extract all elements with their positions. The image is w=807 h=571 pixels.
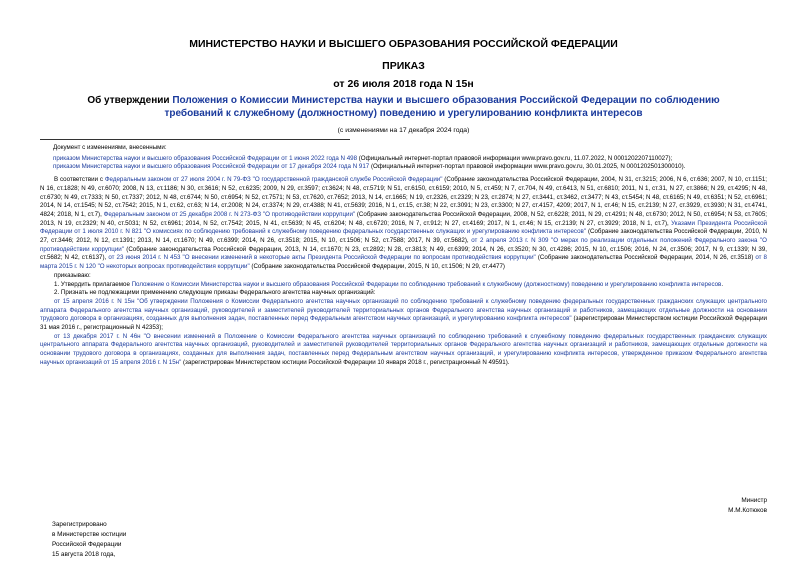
decree-link-120[interactable]: от 8 марта 2015 г. N 120 "О некоторых вопросах противодействия коррупции" bbox=[40, 254, 768, 271]
preamble-text: (Собрание законодательства Российской Федерации, 2010, N 27, ст.3446; 2012, N 12, ст.1391; 2013, N 14, ст.1670; N 49, ст.6399; 2014, N 26, ст.3518; 2015, N 10, ст.1506; N 52, ст.7588; 2017, N 39, ст.5682), bbox=[40, 228, 767, 245]
subject-link[interactable]: Положения о Комиссии Министерства науки и высшего образования Российской Федерации по соблюдению требований к служебному (должностному) поведению и урегулированию конфликта интересов bbox=[164, 95, 720, 119]
document-body bbox=[40, 144, 767, 368]
decree-link-309[interactable]: от 2 апреля 2013 г. N 309 "О мерах по реализации отдельных положений Федерального закона "О противодействии коррупции" bbox=[40, 237, 767, 253]
item-1-link[interactable]: Положение о Комиссии Министерства науки и высшего образования Российской Федерации по соблюдению требований к служебному (должностному) поведению и урегулированию конфликта интересов bbox=[131, 280, 722, 288]
law-link-273fz[interactable]: Федеральным законом от 25 декабря 2008 г. N 273-ФЗ "О противодействии коррупции" bbox=[103, 210, 356, 218]
document-subject bbox=[60, 95, 747, 120]
decree-link-821[interactable]: Указами Президента Российской Федерации от 1 июля 2010 г. N 821 "О комиссиях по соблюдению требований к служебному поведению федеральных государственных служащих и урегулированию конфликта интересов" bbox=[40, 219, 767, 236]
law-link-79fz[interactable]: Федеральным законом от 27 июля 2004 г. N 79-ФЗ "О государственной гражданской службе Российской Федерации" bbox=[104, 176, 443, 184]
preamble-text: (Собрание законодательства Российской Федерации, 2004, N 31, ст.3215; 2006, N 6, ст.636; 2007, N 10, ст.1151; N 16, ст.1828; N 49, ст.6070; 2008, N 13, ст.1186; N 30, ст.3616; N 52, ст.6235; 2009, N 29, ст.3597; ст.3624; N 48, ст.5719; N 51, ст.6150, ст.6159; 2010, N 5, ст.459; N 7, ст.704, N 49, ст.6413, N 51, ст.6810; 2011, N 1, ст.31, N 27, ст.3866; N 29, ст.4295; N 48, ст.6730; N 49, ст.7333; N 50, ст.7337; 2012, N 48, ст.6744; N 50, ст.6954; N 52, ст.7571; N 53, ст.7620, ст.7652; 2013, N 14, ст.1665; N 19, ст.2326, ст.2329; N 23, ст.2874; N 27, ст.3441, ст.3462, ст.3477; N 43, ст.5454; N 48, ст.6165; N 49, ст.6351; N 52, ст.6961; 2014, N 14, ст.1545; N 52, ст.7542; 2015, N 1, ст.62, ст.63; N 14, ст.2008; N 24, ст.3374; N 29, ст.4388; N 41, ст.5639; 2016, N 1, ст.15, ст.38; N 22, ст.3091; N 23, ст.3300; N 27, ст.4157, 4209; 2017, N 1, ст.46; N 15, ст.2139; N 27, ст.3929, ст.3930; N 31, ст.4741, 4824; 2018, N 1, ст.7), bbox=[40, 176, 768, 218]
decree-link-453[interactable]: от 23 июня 2014 г. N 453 "О внесении изменений в некоторые акты Президента Российской Федерации по вопросам противодействия коррупции" bbox=[108, 254, 536, 262]
preamble bbox=[40, 176, 767, 272]
divider bbox=[40, 139, 350, 140]
signer-title: Министр bbox=[741, 497, 767, 504]
subject-prefix: Об утверждении bbox=[87, 95, 173, 106]
item-2: 2. Признать не подлежащими применению следующие приказы Федерального агентства научных организаций: bbox=[54, 289, 376, 297]
registration-line: Российской Федерации bbox=[52, 541, 122, 548]
registration-line: Зарегистрировано bbox=[52, 521, 107, 528]
item-2a-text: (зарегистрирован Министерством юстиции Российской Федерации 31 мая 2016 г., регистрационный N 42353); bbox=[40, 315, 767, 332]
amendment-text-1: (Официальный интернет-портал правовой информации www.pravo.gov.ru, 11.07.2022, N 0001202207110027); bbox=[357, 154, 673, 162]
registration-line: в Министерстве юстиции bbox=[52, 531, 127, 538]
amendments-heading: Документ с изменениями, внесенными: bbox=[53, 144, 167, 151]
item-2b bbox=[40, 333, 767, 368]
item-1-text: . bbox=[721, 280, 724, 288]
signer-name: М.М.Котюков bbox=[728, 506, 767, 514]
item-2a bbox=[40, 298, 767, 333]
document-type: ПРИКАЗ bbox=[382, 60, 425, 72]
order-link-15n[interactable]: от 15 апреля 2016 г. N 15н "Об утверждении Положения о Комиссии Федерального агентства научных организаций по соблюдению требований к служебному поведению федеральных государственных гражданских служащих центрального аппарата Федерального агентства научных организаций, руководителей и заместителей руководителей территориальных органов Федерального агентства научных организаций и работников, замещающих отдельные должности на основании трудового договора в организациях, созданных для выполнения задач, поставленных перед Федеральным агентством научных организаций, и урегулированию конфликта интересов" bbox=[40, 297, 767, 323]
amendment-text-2: (Официальный интернет-портал правовой информации www.pravo.gov.ru, 30.01.2025, N 0001202501300010). bbox=[369, 163, 686, 171]
item-1 bbox=[40, 281, 767, 290]
amendment-link-2[interactable]: приказом Министерства науки и высшего образования Российской Федерации от 17 декабря 2024 года N 917 bbox=[53, 163, 370, 171]
preamble-text: (Собрание законодательства Российской Федерации, 2008, N 52, ст.6228; 2011, N 29, ст.4291; N 48, ст.6730; 2012, N 50, ст.6954; N 53, ст.7605; 2013, N 19, ст.2329; N 40, ст.5031; N 52, ст.6961; 2014, N 52, ст.7542; 2015, N 41, ст.5639; N 45, ст.6204; N 48, ст.6720; 2016, N 7, ст.912; N 27, ст.4169; 2017, N 1, ст.46; N 15, ст.2139; N 27, ст.3929; 2018, N 1, ст.7), bbox=[40, 210, 768, 227]
preamble-text: (Собрание законодательства Российской Федерации, 2013, N 14, ст.1670; N 23, ст.2892; N 28, ст.3813; N 49, ст.6399; 2014, N 26, ст.3520; N 30, ст.4286; 2015, N 10, ст.1506; 2016, N 24, ст.3506; 2017, N 9, ст.1339; N 39, ст.5682; N 42, ст.6137), bbox=[40, 245, 767, 262]
document-date-number: от 26 июля 2018 года N 15н bbox=[333, 78, 474, 90]
preamble-text: В соответствии с bbox=[54, 176, 105, 184]
order-link-46n[interactable]: от 13 декабря 2017 г. N 46н "О внесении изменений в Положение о Комиссии Федерального агентства научных организаций по соблюдению требований к служебному поведению федеральных государственных гражданских служащих центрального аппарата Федерального агентства научных организаций, руководителей и заместителей руководителей территориальных органов Федерального агентства научных организаций и работников, замещающих отдельные должности на основании трудового договора в организациях, созданных для выполнения задач, поставленных перед Федеральным агентством научных организаций, и урегулированию конфликта интересов, утвержденное приказом Федерального агентства научных организаций от 15 апреля 2016 г. N 15н" bbox=[40, 332, 767, 366]
registration-line: 15 августа 2018 года, bbox=[52, 551, 116, 558]
ministry-title: МИНИСТЕРСТВО НАУКИ И ВЫСШЕГО ОБРАЗОВАНИЯ РОССИЙСКОЙ ФЕДЕРАЦИИ bbox=[189, 38, 618, 50]
registration-block bbox=[52, 520, 126, 560]
signature-block bbox=[728, 496, 767, 515]
item-1-text: 1. Утвердить прилагаемое bbox=[54, 280, 132, 288]
amendment-item-1 bbox=[40, 155, 767, 164]
preamble-text: (Собрание законодательства Российской Федерации, 2014, N 26, ст.3518) bbox=[535, 254, 756, 262]
changes-note: (с изменениями на 17 декабря 2024 года) bbox=[337, 127, 470, 134]
item-2b-text: (зарегистрирован Министерством юстиции Российской Федерации 10 января 2018 г., регистрационный N 49591). bbox=[181, 358, 510, 366]
amendment-item-2 bbox=[40, 163, 767, 172]
order-word: приказываю: bbox=[54, 271, 91, 279]
preamble-text: (Собрание законодательства Российской Федерации, 2015, N 10, ст.1506; N 29, ст.4477) bbox=[249, 263, 505, 271]
amendment-link-1[interactable]: приказом Министерства науки и высшего образования Российской Федерации от 1 июня 2022 года N 498 bbox=[53, 154, 358, 162]
